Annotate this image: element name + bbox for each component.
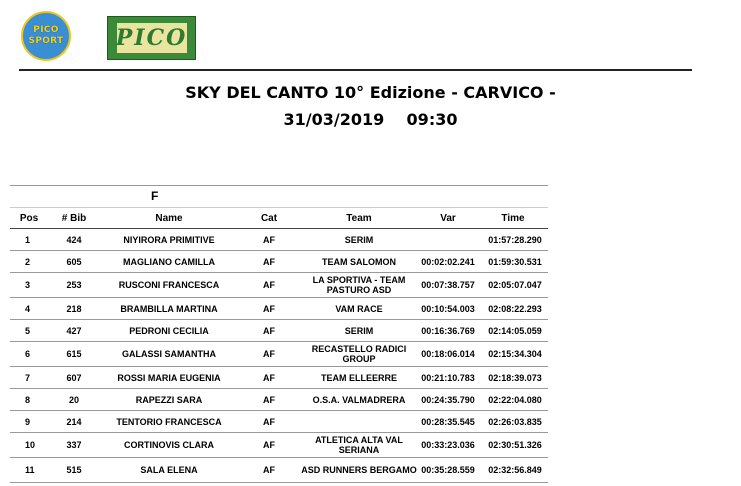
cell-cat: AF <box>238 433 300 458</box>
cell-team: SERIM <box>300 320 418 342</box>
table-row <box>10 389 548 411</box>
table-row <box>10 298 548 320</box>
cell-time: 01:57:28.290 <box>478 229 548 251</box>
cell-team: ASD RUNNERS BERGAMO <box>300 458 418 483</box>
cell-name: RAPEZZI SARA <box>100 389 238 411</box>
col-team: Team <box>300 208 418 229</box>
cell-pos: 4 <box>10 298 48 320</box>
cell-time: 02:22:04.080 <box>478 389 548 411</box>
table-row <box>10 273 548 298</box>
cell-team: ATLETICA ALTA VAL SERIANA <box>300 433 418 458</box>
cell-time: 02:08:22.293 <box>478 298 548 320</box>
cell-pos: 2 <box>10 251 48 273</box>
cell-pos: 10 <box>10 433 48 458</box>
cell-time: 02:05:07.047 <box>478 273 548 298</box>
cell-bib: 337 <box>48 433 100 458</box>
category-label: F <box>151 189 159 203</box>
cell-pos: 8 <box>10 389 48 411</box>
cell-cat: AF <box>238 389 300 411</box>
cell-time: 02:15:34.304 <box>478 342 548 367</box>
logo-text-line2: SPORT <box>28 36 64 46</box>
cell-bib: 424 <box>48 229 100 251</box>
cell-bib: 615 <box>48 342 100 367</box>
cell-team: RECASTELLO RADICI GROUP <box>300 342 418 367</box>
table-row <box>10 320 548 342</box>
table-row <box>10 229 548 251</box>
cell-cat: AF <box>238 229 300 251</box>
cell-cat: AF <box>238 273 300 298</box>
cell-cat: AF <box>238 251 300 273</box>
header-divider <box>19 69 692 71</box>
cell-var: 00:16:36.769 <box>418 320 478 342</box>
cell-bib: 427 <box>48 320 100 342</box>
cell-bib: 214 <box>48 411 100 433</box>
logo-badge <box>117 23 187 53</box>
cell-cat: AF <box>238 320 300 342</box>
cell-name: MAGLIANO CAMILLA <box>100 251 238 273</box>
cell-cat: AF <box>238 411 300 433</box>
table-row <box>10 342 548 367</box>
cell-team: TEAM ELLEERRE <box>300 367 418 389</box>
cell-time: 02:26:03.835 <box>478 411 548 433</box>
cell-var: 00:10:54.003 <box>418 298 478 320</box>
cell-name: TENTORIO FRANCESCA <box>100 411 238 433</box>
event-datetime: 31/03/2019 09:30 <box>283 110 458 129</box>
cell-var: 00:18:06.014 <box>418 342 478 367</box>
col-time: Time <box>478 208 548 229</box>
cell-team: TEAM SALOMON <box>300 251 418 273</box>
cell-var <box>418 229 478 251</box>
cell-name: RUSCONI FRANCESCA <box>100 273 238 298</box>
cell-var: 00:07:38.757 <box>418 273 478 298</box>
cell-time: 02:32:56.849 <box>478 458 548 483</box>
table-row <box>10 367 548 389</box>
cell-var: 00:21:10.783 <box>418 367 478 389</box>
cell-bib: 20 <box>48 389 100 411</box>
column-header-row <box>10 208 548 229</box>
cell-cat: AF <box>238 298 300 320</box>
cell-var: 00:35:28.559 <box>418 458 478 483</box>
cell-var: 00:02:02.241 <box>418 251 478 273</box>
pico-brand-logo <box>107 16 196 60</box>
cell-name: ROSSI MARIA EUGENIA <box>100 367 238 389</box>
cell-time: 01:59:30.531 <box>478 251 548 273</box>
table-row <box>10 433 548 458</box>
cell-team: SERIM <box>300 229 418 251</box>
results-table <box>10 185 548 483</box>
col-var: Var <box>418 208 478 229</box>
cell-var: 00:24:35.790 <box>418 389 478 411</box>
cell-pos: 1 <box>10 229 48 251</box>
table-row <box>10 251 548 273</box>
cell-time: 02:30:51.326 <box>478 433 548 458</box>
cell-cat: AF <box>238 367 300 389</box>
cell-time: 02:18:39.073 <box>478 367 548 389</box>
cell-name: BRAMBILLA MARTINA <box>100 298 238 320</box>
col-bib: # Bib <box>48 208 100 229</box>
cell-name: NIYIRORA PRIMITIVE <box>100 229 238 251</box>
cell-pos: 5 <box>10 320 48 342</box>
table-row <box>10 411 548 433</box>
cell-var: 00:33:23.036 <box>418 433 478 458</box>
event-title: SKY DEL CANTO 10° Edizione - CARVICO - <box>185 83 556 102</box>
cell-pos: 6 <box>10 342 48 367</box>
col-name: Name <box>100 208 238 229</box>
col-cat: Cat <box>238 208 300 229</box>
logo-text-line1: PICO <box>33 25 59 35</box>
cell-team <box>300 411 418 433</box>
cell-pos: 3 <box>10 273 48 298</box>
category-header <box>10 185 548 208</box>
cell-name: SALA ELENA <box>100 458 238 483</box>
cell-name: CORTINOVIS CLARA <box>100 433 238 458</box>
cell-var: 00:28:35.545 <box>418 411 478 433</box>
cell-team: LA SPORTIVA - TEAM PASTURO ASD <box>300 273 418 298</box>
cell-pos: 7 <box>10 367 48 389</box>
cell-team: VAM RACE <box>300 298 418 320</box>
cell-bib: 605 <box>48 251 100 273</box>
cell-pos: 11 <box>10 458 48 483</box>
cell-team: O.S.A. VALMADRERA <box>300 389 418 411</box>
logo-badge-text: PICO <box>115 25 188 51</box>
col-pos: Pos <box>10 208 48 229</box>
cell-bib: 253 <box>48 273 100 298</box>
cell-bib: 218 <box>48 298 100 320</box>
cell-bib: 515 <box>48 458 100 483</box>
cell-cat: AF <box>238 458 300 483</box>
cell-time: 02:14:05.059 <box>478 320 548 342</box>
cell-bib: 607 <box>48 367 100 389</box>
cell-name: GALASSI SAMANTHA <box>100 342 238 367</box>
cell-name: PEDRONI CECILIA <box>100 320 238 342</box>
table-row <box>10 458 548 483</box>
pico-sport-logo <box>21 11 71 61</box>
results-grid <box>10 208 548 483</box>
cell-cat: AF <box>238 342 300 367</box>
cell-pos: 9 <box>10 411 48 433</box>
